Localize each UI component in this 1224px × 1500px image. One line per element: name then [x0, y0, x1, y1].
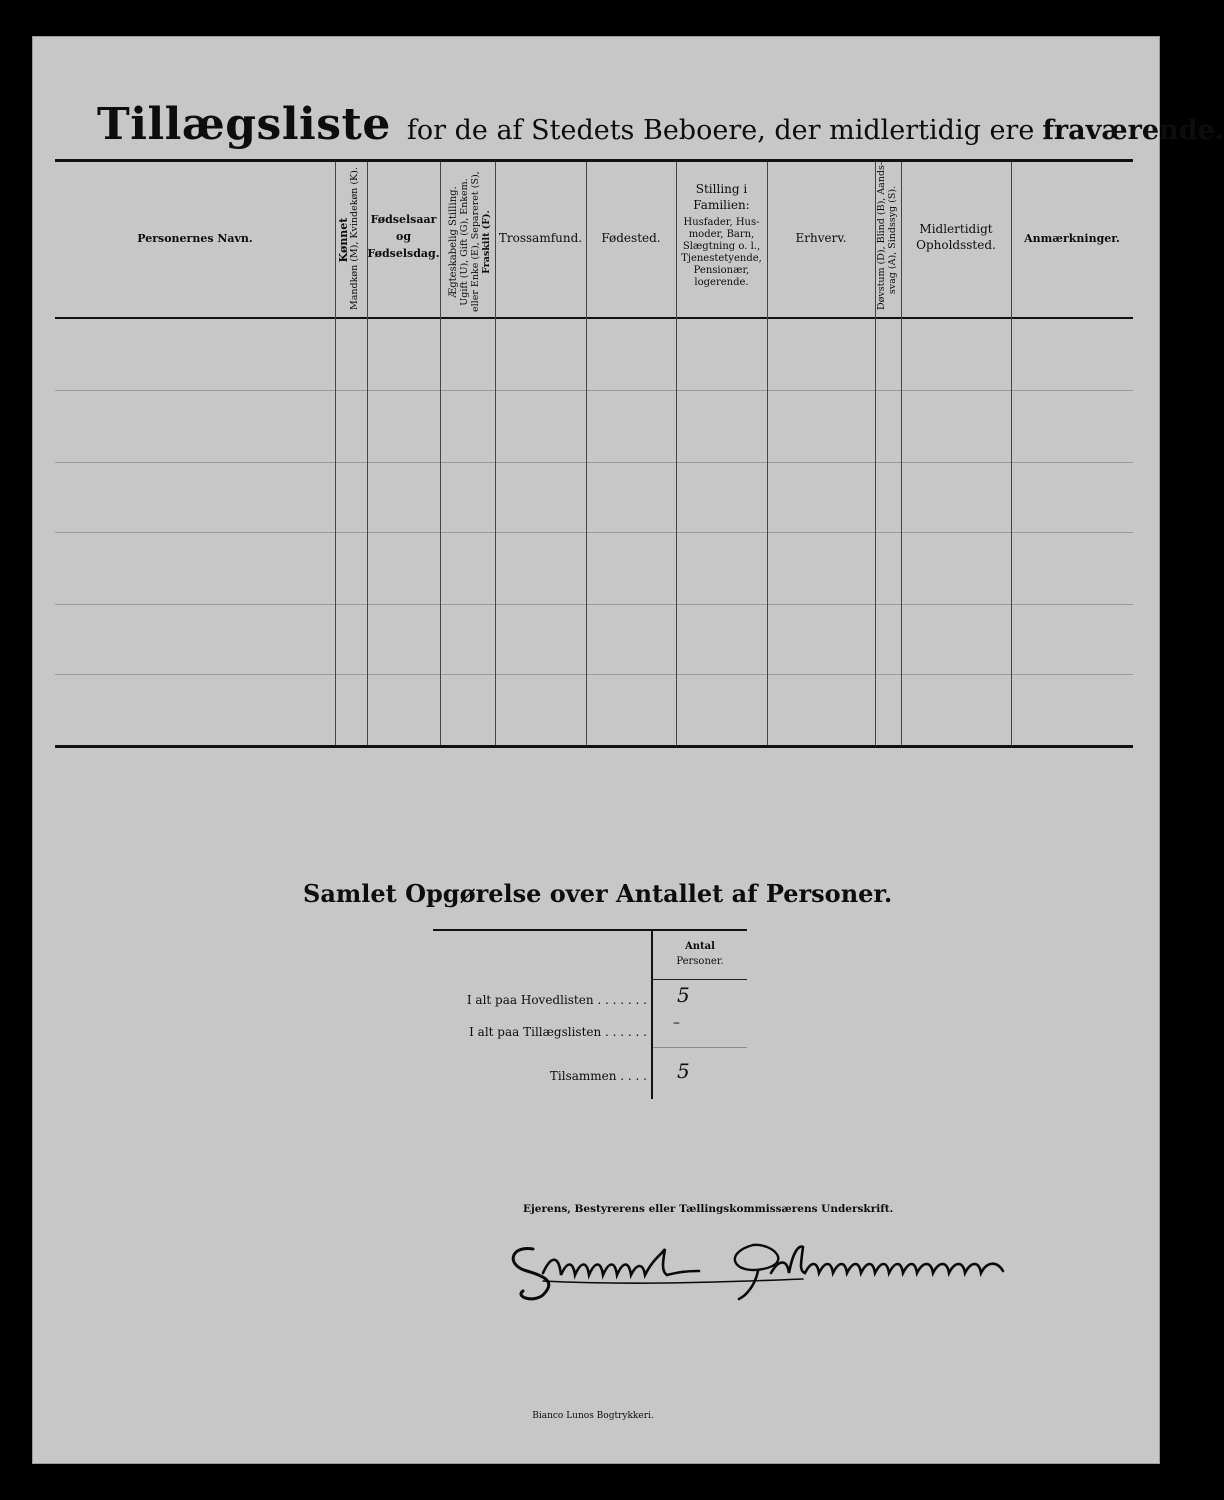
header-marital-line2: Ugift (U), Gift (G), Enkem. — [459, 178, 470, 306]
summary-top-rule — [433, 929, 747, 931]
header-occupation: Erhverv. — [795, 231, 847, 245]
table-row — [55, 532, 1133, 533]
header-residence — [901, 221, 1011, 253]
table-bottom-rule — [55, 745, 1133, 748]
census-form-page — [32, 36, 1224, 1464]
header-family-sub6: logerende. — [694, 277, 749, 288]
printer-imprint: Bianco Lunos Bogtrykkeri. — [532, 1411, 654, 1421]
census-table — [55, 159, 1133, 749]
table-row — [55, 604, 1133, 605]
summary-value-main-list: 5 — [677, 983, 690, 1007]
summary-value-supplement-list: – — [673, 1015, 680, 1031]
header-family-sub2: moder, Barn, — [688, 229, 755, 240]
header-family-sub1: Husfader, Hus- — [683, 217, 760, 228]
table-top-rule — [55, 159, 1133, 162]
form-title — [97, 99, 1224, 159]
summary-total-rule — [653, 1047, 747, 1048]
header-marital — [448, 172, 498, 312]
table-row — [55, 462, 1133, 463]
summary-count-header-line1: Antal — [685, 941, 715, 952]
column-divider — [335, 162, 336, 745]
summary-value-total: 5 — [677, 1059, 690, 1083]
header-family-title2: Familien: — [693, 198, 750, 212]
header-marital-line1: Ægteskabelig Stilling. — [448, 186, 459, 298]
header-marital-line3: eller Enke (E), Separeret (S), — [470, 171, 481, 312]
header-gender-title: Kønnet — [337, 217, 350, 263]
header-family-title1: Stilling i — [695, 182, 748, 196]
header-remarks: Anmærkninger. — [1024, 232, 1120, 245]
table-row — [55, 390, 1133, 391]
header-family-sub5: Pensionær, — [693, 265, 750, 276]
header-family — [676, 181, 767, 213]
header-disability-line2: svag (A), Sindssyg (S). — [887, 185, 898, 295]
header-birth-line3: Fødselsdag. — [367, 247, 440, 260]
header-family-sub3: Slægtning o. l., — [682, 241, 761, 252]
header-residence-line1: Midlertidigt — [919, 222, 993, 236]
summary-title: Samlet Opgørelse over Antallet af Personer. — [303, 879, 893, 908]
signature-label: Ejerens, Bestyrerens eller Tællingskommissærens Underskrift. — [523, 1203, 894, 1215]
header-name: Personernes Navn. — [137, 232, 253, 245]
header-birthplace: Fødested. — [601, 231, 661, 245]
column-divider — [440, 162, 441, 745]
header-family-sub4: Tjenestetyende, — [681, 253, 762, 264]
column-divider — [767, 162, 768, 745]
header-residence-line2: Opholdssted. — [916, 238, 996, 252]
title-emphasis: fraværende. — [1042, 115, 1224, 146]
header-family-sub — [676, 217, 767, 289]
signature — [503, 1235, 1093, 1305]
header-religion: Trossamfund. — [498, 231, 583, 245]
summary-count-header-line2: Personer. — [676, 956, 724, 967]
summary-header-rule — [653, 979, 747, 980]
table-row — [55, 674, 1133, 675]
header-gender-sub: Mandkøn (M), Kvindekøn (K). — [349, 167, 360, 310]
header-gender — [337, 167, 364, 310]
title-main: Tillægsliste — [97, 99, 391, 150]
summary-table — [433, 929, 753, 1099]
signature-handwriting-icon — [503, 1235, 1093, 1305]
header-birth — [367, 211, 440, 262]
header-birth-line1: Fødselsaar — [370, 213, 437, 226]
column-divider — [1011, 162, 1012, 745]
header-bottom-rule — [55, 317, 1133, 319]
summary-label-supplement-list: I alt paa Tillægslisten . . . . . . — [469, 1025, 647, 1039]
header-disability-line1: Døvstum (D), Blind (B), Aands- — [876, 161, 887, 310]
header-birth-line2: og — [395, 230, 412, 243]
summary-label-main-list: I alt paa Hovedlisten . . . . . . . — [466, 993, 647, 1007]
title-subtitle: for de af Stedets Beboere, der midlertidig ere — [406, 115, 1035, 146]
column-divider — [586, 162, 587, 745]
summary-label-total: Tilsammen . . . . — [549, 1069, 647, 1083]
header-marital-line4: Fraskilt (F). — [481, 210, 492, 274]
header-disability — [876, 161, 902, 310]
summary-count-header — [653, 939, 747, 969]
